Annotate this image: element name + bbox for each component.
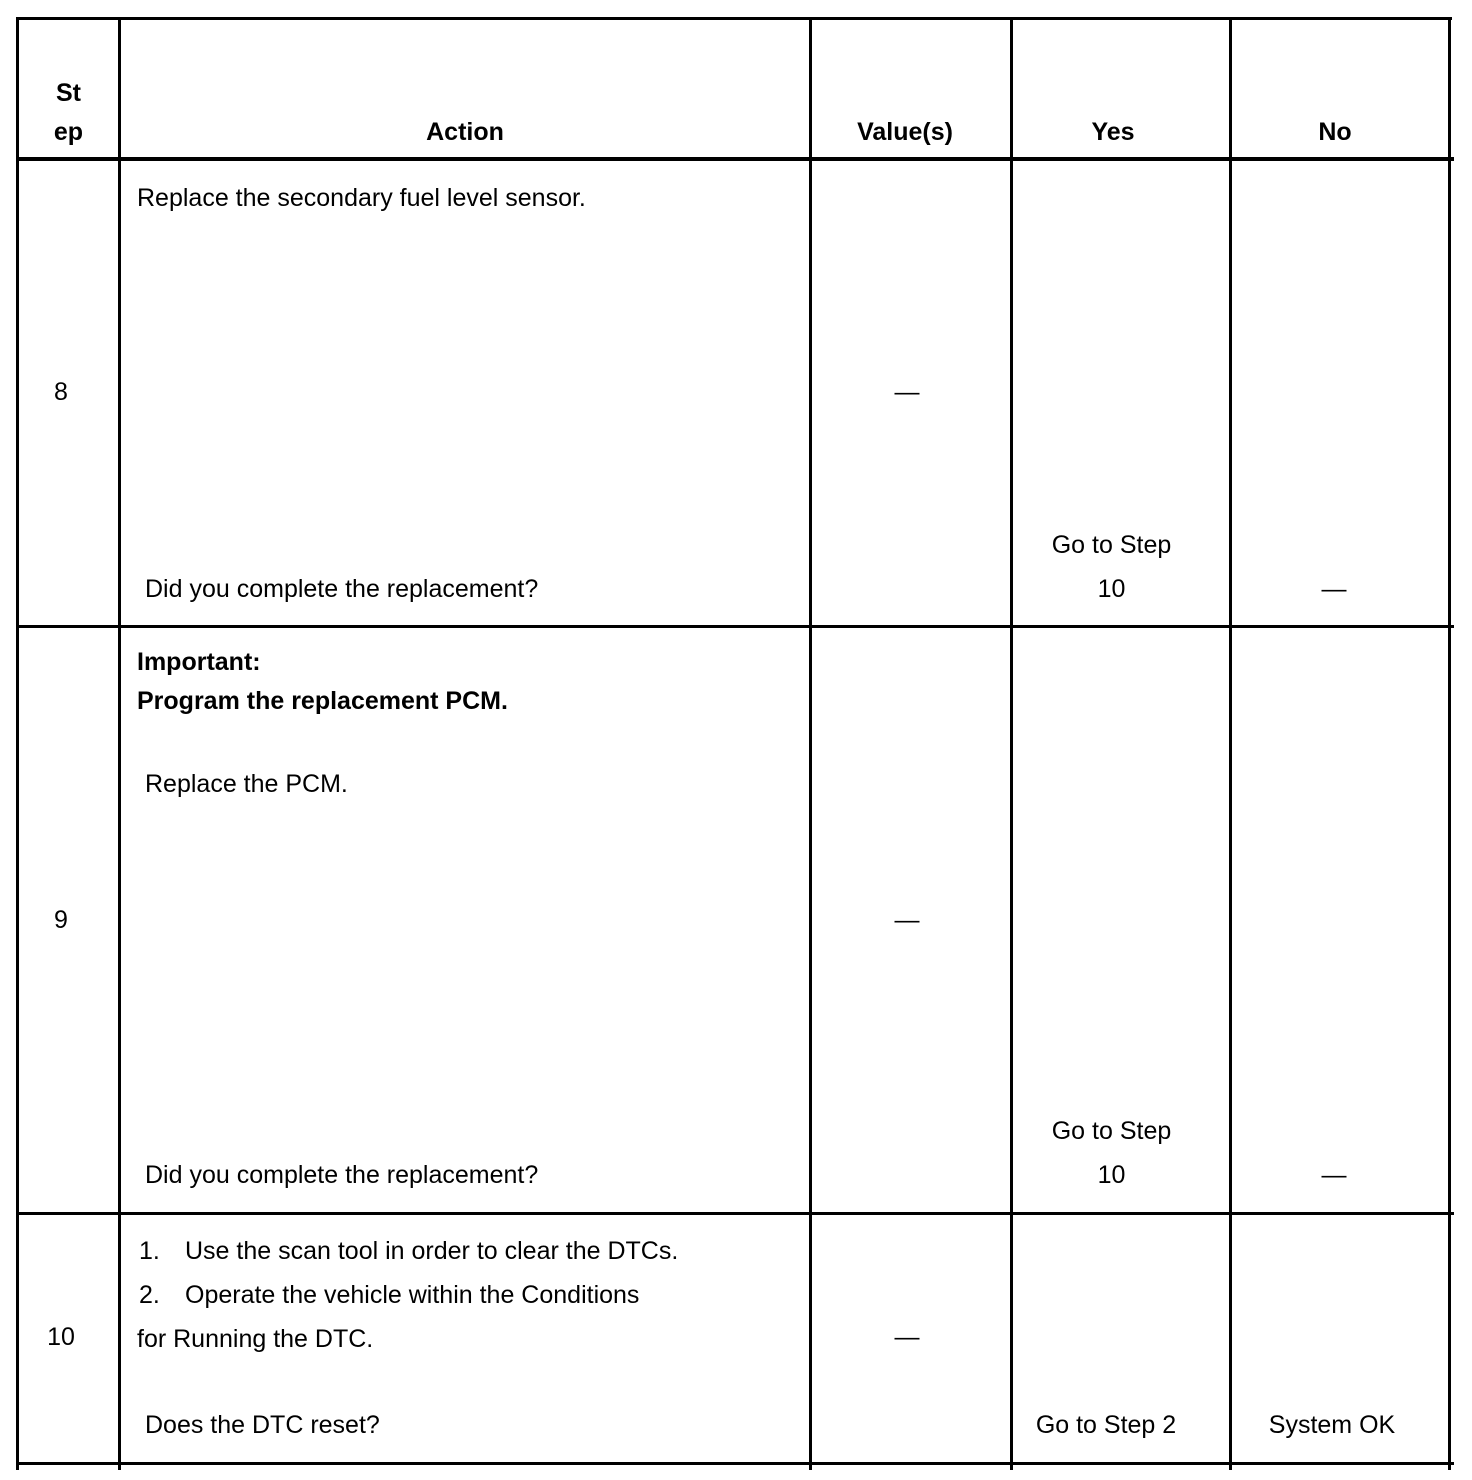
table-border-bottom [16,1462,1454,1465]
yes-cell: Go to Step 2 [1035,1411,1177,1439]
value-cell: — [894,1323,920,1351]
list-item-text: Use the scan tool in order to clear the DTCs. [185,1237,679,1265]
list-item-continuation: for Running the DTC. [137,1325,374,1353]
no-cell: — [1321,575,1347,603]
header-action: Action [426,118,504,146]
yes-cell-line2: 10 [1097,1161,1126,1189]
header-values: Value(s) [857,118,953,146]
no-cell: — [1321,1161,1347,1189]
action-question: Did you complete the replacement? [145,575,539,603]
column-divider [1010,17,1013,1470]
header-step-line2: ep [53,118,84,146]
step-number: 8 [54,378,68,406]
table-border-right [1448,17,1451,1470]
value-cell: — [894,906,920,934]
column-divider [118,17,121,1470]
step-number: 9 [54,906,68,934]
list-number: 2. [139,1281,160,1309]
header-step-line1: St [56,79,81,107]
row-divider [16,1212,1454,1215]
action-text: Replace the secondary fuel level sensor. [137,184,586,212]
important-label: Important: [137,648,261,676]
yes-cell-line1: Go to Step [1051,1117,1172,1145]
value-cell: — [894,378,920,406]
table-border-top [16,17,1452,20]
header-yes: Yes [1091,118,1135,146]
action-text: Replace the PCM. [145,770,348,798]
header-divider [16,157,1454,161]
step-number: 10 [47,1323,75,1351]
action-question: Did you complete the replacement? [145,1161,539,1189]
action-question: Does the DTC reset? [145,1411,380,1439]
important-text: Program the replacement PCM. [137,687,508,715]
yes-cell-line1: Go to Step [1051,531,1172,559]
row-divider [16,625,1454,628]
column-divider [809,17,812,1470]
list-item-text: Operate the vehicle within the Conditions [185,1281,640,1309]
list-number: 1. [139,1237,160,1265]
no-cell: System OK [1268,1411,1396,1439]
yes-cell-line2: 10 [1097,575,1126,603]
table-border-left [16,17,19,1470]
header-no: No [1318,118,1352,146]
column-divider [1229,17,1232,1470]
